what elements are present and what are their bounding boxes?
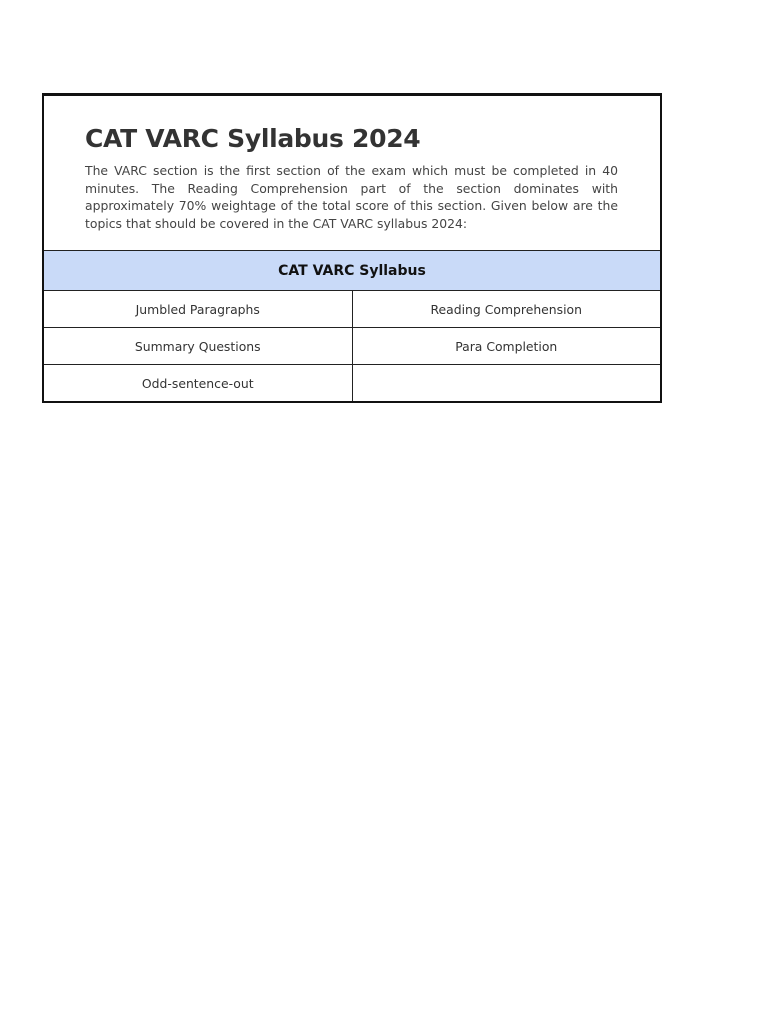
table-row — [44, 291, 660, 328]
table-cell: Jumbled Paragraphs — [44, 291, 352, 328]
intro-section — [44, 96, 660, 250]
table-header: CAT VARC Syllabus — [44, 251, 660, 291]
table-cell: Summary Questions — [44, 328, 352, 365]
table-row — [44, 328, 660, 365]
table-row — [44, 365, 660, 403]
page-title: CAT VARC Syllabus 2024 — [85, 124, 421, 153]
syllabus-table — [44, 250, 660, 403]
table-cell: Reading Comprehension — [352, 291, 660, 328]
syllabus-card — [42, 93, 662, 403]
table-cell-empty — [352, 365, 660, 403]
description-paragraph: The VARC section is the first section of the exam which must be completed in 40 minutes. The Reading Comprehension part of the section dominates with approximately 70% weightage of the total score of this section. Given below are the topics that should be covered in the CAT VARC syllabus 2024: — [85, 163, 618, 231]
table-header-row — [44, 251, 660, 291]
table-cell: Para Completion — [352, 328, 660, 365]
table-cell: Odd-sentence-out — [44, 365, 352, 403]
